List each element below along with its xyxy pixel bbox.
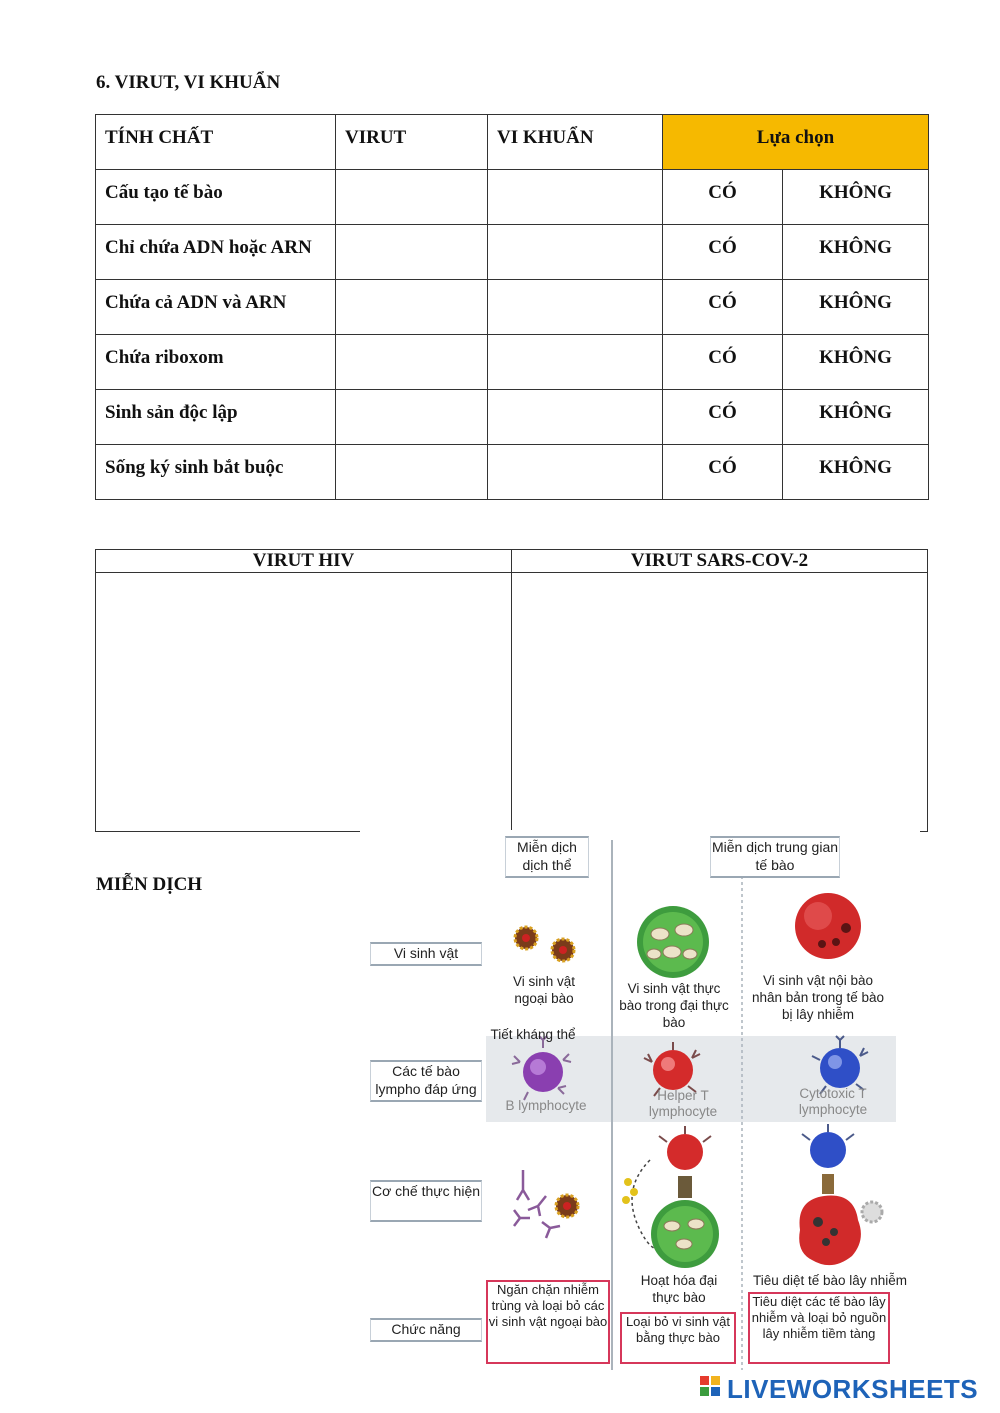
cytotoxic-t-caption: Cytotoxic T lymphocyte — [798, 1086, 868, 1117]
header-virus: VIRUT — [336, 115, 488, 170]
immunity-title: MIỄN DỊCH — [96, 874, 203, 895]
row-label: Cấu tạo tế bào — [96, 170, 336, 225]
infected-cell-icon — [795, 893, 861, 959]
section-title: 6. VIRUT, VI KHUẨN — [96, 72, 281, 93]
virus-answer-cell[interactable] — [336, 225, 488, 280]
function-block-infection: Ngăn chặn nhiễm trùng và loại bỏ các vi sinh vật ngoại bào — [486, 1280, 610, 1364]
virus-answer-cell[interactable] — [336, 390, 488, 445]
function-kill-sources: Tiêu diệt các tế bào lây nhiễm và loại bỏ nguồn lây nhiễm tiềm tàng — [748, 1292, 890, 1364]
row-label-function: Chức năng — [370, 1318, 482, 1342]
bacteria-answer-cell[interactable] — [488, 170, 663, 225]
header-sars: VIRUT SARS-COV-2 — [512, 550, 928, 573]
header-choice: Lựa chọn — [663, 115, 929, 170]
choice-no[interactable]: KHÔNG — [783, 445, 929, 500]
choice-yes[interactable]: CÓ — [663, 280, 783, 335]
immunity-diagram — [360, 830, 920, 1370]
row-label: Chứa riboxom — [96, 335, 336, 390]
bacteria-answer-cell[interactable] — [488, 335, 663, 390]
humoral-immunity-label: Miễn dịch dịch thể — [505, 836, 589, 878]
antibody-icon — [514, 1170, 560, 1238]
choice-no[interactable]: KHÔNG — [783, 390, 929, 445]
table-row — [96, 170, 929, 225]
virus-table — [95, 549, 928, 832]
activate-macrophage-caption: Hoạt hóa đại thực bào — [640, 1273, 718, 1305]
choice-no[interactable]: KHÔNG — [783, 225, 929, 280]
phagocytosed-microbe-caption: Vi sinh vật thực bào trong đại thực bào — [619, 981, 729, 1030]
table-row — [96, 280, 929, 335]
choice-yes[interactable]: CÓ — [663, 335, 783, 390]
header-property: TÍNH CHẤT — [96, 115, 336, 170]
cytotoxic-kill-icon — [799, 1124, 882, 1265]
row-label-lymphocytes: Các tế bào lympho đáp ứng — [370, 1060, 482, 1102]
antibody-secretion-caption: Tiết kháng thể — [490, 1027, 576, 1042]
brand-name: LIVEWORKSHEETS — [727, 1374, 979, 1404]
table-row — [96, 445, 929, 500]
virus-answer-cell[interactable] — [336, 170, 488, 225]
bacteria-answer-cell[interactable] — [488, 225, 663, 280]
macrophage-icon — [637, 906, 709, 978]
extracellular-microbe-caption: Vi sinh vật ngoại bào — [512, 974, 576, 1006]
extracellular-microbe-icon — [515, 927, 574, 961]
choice-yes[interactable]: CÓ — [663, 390, 783, 445]
sars-answer-area[interactable] — [512, 573, 928, 832]
choice-no[interactable]: KHÔNG — [783, 335, 929, 390]
table-row — [96, 390, 929, 445]
choice-yes[interactable]: CÓ — [663, 170, 783, 225]
bacteria-answer-cell[interactable] — [488, 390, 663, 445]
choice-no[interactable]: KHÔNG — [783, 170, 929, 225]
virus-answer-cell[interactable] — [336, 280, 488, 335]
row-label-microbe: Vi sinh vật — [370, 942, 482, 966]
table-row — [96, 335, 929, 390]
bacteria-answer-cell[interactable] — [488, 280, 663, 335]
table-row — [96, 225, 929, 280]
table-header-row — [96, 115, 929, 170]
comparison-table — [95, 114, 929, 500]
header-bacteria: VI KHUẨN — [488, 115, 663, 170]
intracellular-microbe-caption: Vi sinh vật nội bào nhân bản trong tế bào bị lây nhiễm — [751, 973, 885, 1022]
virus-answer-cell[interactable] — [336, 445, 488, 500]
header-hiv: VIRUT HIV — [96, 550, 512, 573]
row-label: Sống ký sinh bắt buộc — [96, 445, 336, 500]
choice-yes[interactable]: CÓ — [663, 225, 783, 280]
row-label-mechanism: Cơ chế thực hiện — [370, 1180, 482, 1222]
row-label: Sinh sản độc lập — [96, 390, 336, 445]
cellular-immunity-label: Miễn dịch trung gian tế bào — [710, 836, 840, 878]
choice-yes[interactable]: CÓ — [663, 445, 783, 500]
choice-no[interactable]: KHÔNG — [783, 280, 929, 335]
row-label: Chứa cả ADN và ARN — [96, 280, 336, 335]
function-remove-by-phagocytosis: Loại bỏ vi sinh vật bằng thực bào — [620, 1312, 736, 1364]
kill-infected-caption: Tiêu diệt tế bào lây nhiễm — [752, 1273, 908, 1288]
b-lymphocyte-caption: B lymphocyte — [505, 1098, 587, 1113]
helper-t-caption: Helper T lymphocyte — [648, 1088, 718, 1119]
row-label: Chỉ chứa ADN hoặc ARN — [96, 225, 336, 280]
virus-answer-cell[interactable] — [336, 335, 488, 390]
bacteria-answer-cell[interactable] — [488, 445, 663, 500]
helper-t-activation-icon — [622, 1126, 719, 1268]
hiv-answer-area[interactable] — [96, 573, 512, 832]
